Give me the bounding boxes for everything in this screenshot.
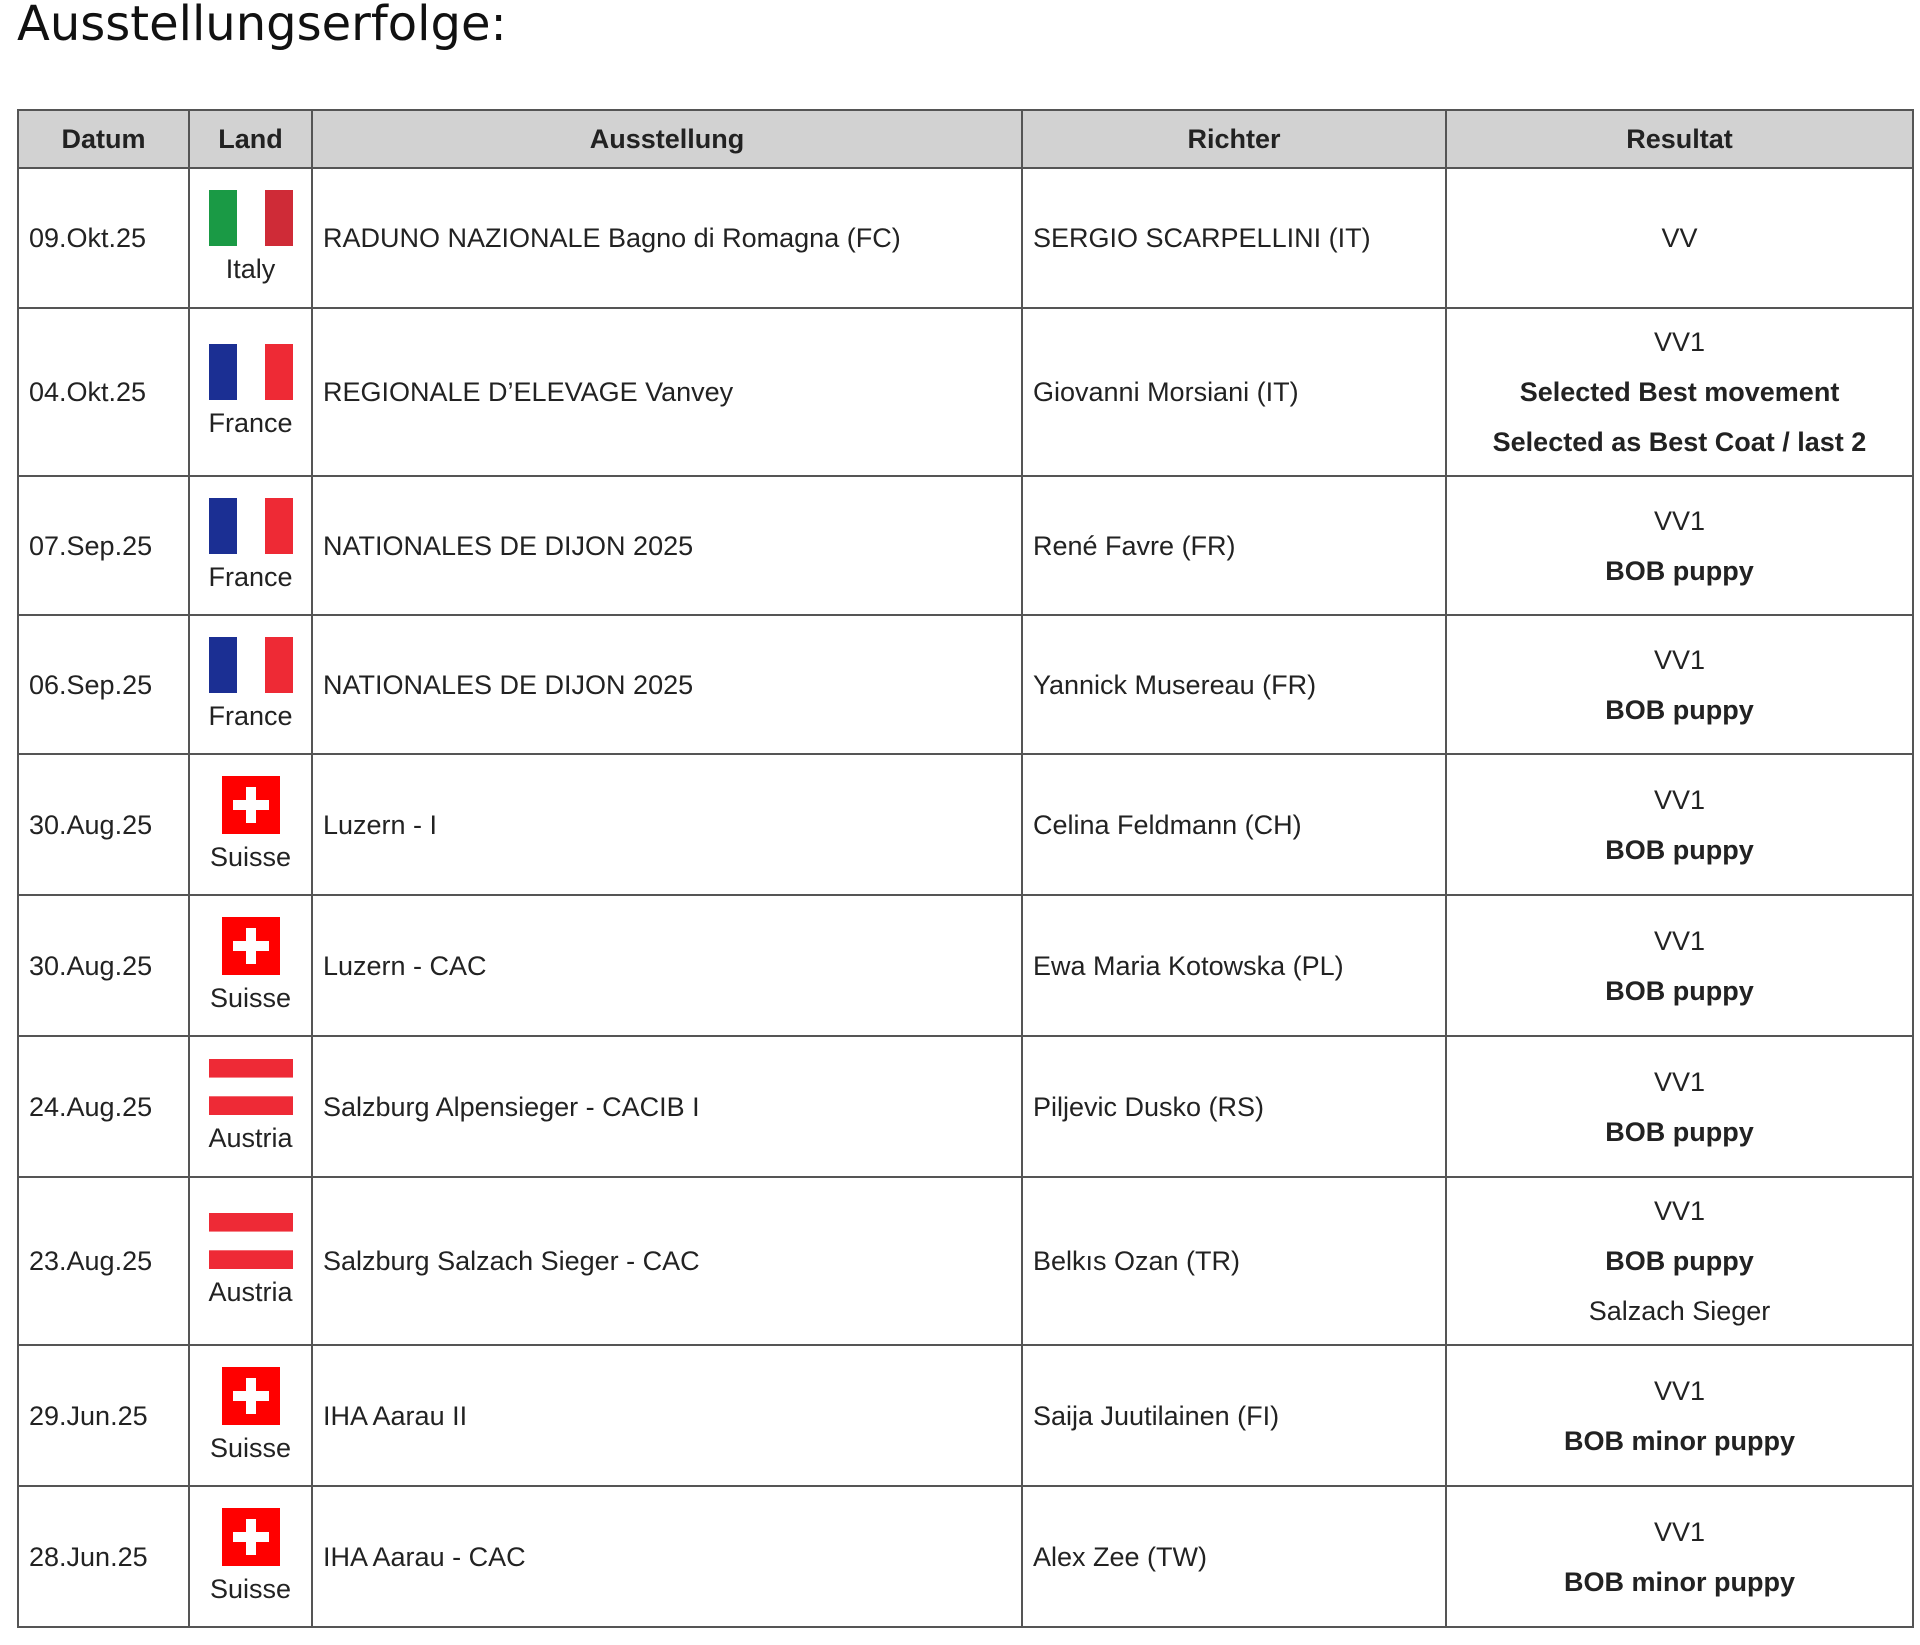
cell-richter: René Favre (FR) <box>1022 476 1446 615</box>
cell-land <box>189 1345 312 1486</box>
switzerland-flag-icon <box>222 1367 280 1425</box>
cell-ausstellung: Luzern - CAC <box>312 895 1022 1036</box>
header-richter: Richter <box>1022 110 1446 168</box>
result-line: VV1 <box>1653 1066 1706 1097</box>
table-row <box>18 308 1913 476</box>
country-name: Suisse <box>209 841 292 872</box>
country-name: France <box>208 561 293 592</box>
country-name: Suisse <box>209 1432 292 1463</box>
cell-richter: Belkıs Ozan (TR) <box>1022 1177 1446 1345</box>
table-row <box>18 1177 1913 1345</box>
cell-land <box>189 754 312 895</box>
table-row <box>18 168 1913 308</box>
cell-resultat <box>1446 476 1913 615</box>
cell-richter: Piljevic Dusko (RS) <box>1022 1036 1446 1177</box>
table-row <box>18 754 1913 895</box>
header-resultat: Resultat <box>1446 110 1913 168</box>
result-line: VV1 <box>1653 644 1706 675</box>
cell-ausstellung: IHA Aarau - CAC <box>312 1486 1022 1627</box>
france-flag-icon <box>209 498 293 554</box>
cell-land <box>189 615 312 754</box>
cell-land <box>189 1177 312 1345</box>
cell-datum: 30.Aug.25 <box>18 754 189 895</box>
cell-ausstellung: Salzburg Alpensieger - CACIB I <box>312 1036 1022 1177</box>
country-name: Suisse <box>209 982 292 1013</box>
italy-flag-icon <box>209 190 293 246</box>
cell-richter: Ewa Maria Kotowska (PL) <box>1022 895 1446 1036</box>
switzerland-flag-icon <box>222 1508 280 1566</box>
cell-ausstellung: Luzern - I <box>312 754 1022 895</box>
cell-datum: 09.Okt.25 <box>18 168 189 308</box>
country-name: Italy <box>225 254 276 284</box>
results-body <box>18 168 1913 1627</box>
france-flag-icon <box>209 637 293 693</box>
cell-ausstellung: REGIONALE D’ELEVAGE Vanvey <box>312 308 1022 476</box>
result-line: VV1 <box>1653 784 1706 815</box>
cell-land <box>189 168 312 308</box>
result-line: VV1 <box>1653 1375 1706 1406</box>
austria-flag-icon <box>209 1059 293 1115</box>
table-row <box>18 615 1913 754</box>
result-line: BOB puppy <box>1605 834 1754 865</box>
result-line: VV1 <box>1653 925 1706 956</box>
cell-resultat <box>1446 308 1913 476</box>
result-line: BOB puppy <box>1605 555 1754 586</box>
result-line: Selected as Best Coat / last 2 <box>1492 427 1867 457</box>
cell-land <box>189 895 312 1036</box>
table-row <box>18 1486 1913 1627</box>
cell-datum: 28.Jun.25 <box>18 1486 189 1627</box>
cell-richter: SERGIO SCARPELLINI (IT) <box>1022 168 1446 308</box>
result-line: VV1 <box>1653 505 1706 536</box>
country-name: France <box>208 408 293 438</box>
header-row <box>18 110 1913 168</box>
result-line: BOB puppy <box>1605 1246 1754 1276</box>
cell-resultat <box>1446 1486 1913 1627</box>
cell-land <box>189 308 312 476</box>
result-line: Selected Best movement <box>1519 377 1840 407</box>
country-name: France <box>208 700 293 731</box>
france-flag-icon <box>209 344 293 400</box>
austria-flag-icon <box>209 1213 293 1269</box>
cell-resultat <box>1446 1345 1913 1486</box>
cell-richter: Saija Juutilainen (FI) <box>1022 1345 1446 1486</box>
cell-ausstellung: Salzburg Salzach Sieger - CAC <box>312 1177 1022 1345</box>
cell-datum: 06.Sep.25 <box>18 615 189 754</box>
cell-richter: Giovanni Morsiani (IT) <box>1022 308 1446 476</box>
cell-ausstellung: RADUNO NAZIONALE Bagno di Romagna (FC) <box>312 168 1022 308</box>
result-line: BOB minor puppy <box>1564 1425 1795 1456</box>
results-table <box>17 109 1914 1628</box>
header-datum: Datum <box>18 110 189 168</box>
country-name: Suisse <box>209 1573 292 1604</box>
header-ausstellung: Ausstellung <box>312 110 1022 168</box>
result-line: BOB puppy <box>1605 975 1754 1006</box>
country-name: Austria <box>208 1277 293 1307</box>
result-line: BOB puppy <box>1605 1116 1754 1147</box>
cell-richter: Alex Zee (TW) <box>1022 1486 1446 1627</box>
cell-resultat <box>1446 895 1913 1036</box>
result-line: VV1 <box>1653 1196 1706 1226</box>
cell-resultat <box>1446 1177 1913 1345</box>
cell-resultat <box>1446 1036 1913 1177</box>
cell-land <box>189 476 312 615</box>
cell-ausstellung: IHA Aarau II <box>312 1345 1022 1486</box>
result-line: Salzach Sieger <box>1588 1296 1771 1326</box>
switzerland-flag-icon <box>222 776 280 834</box>
result-line: BOB minor puppy <box>1564 1566 1795 1597</box>
cell-datum: 23.Aug.25 <box>18 1177 189 1345</box>
cell-resultat <box>1446 615 1913 754</box>
table-row <box>18 1345 1913 1486</box>
switzerland-flag-icon <box>222 917 280 975</box>
result-line: VV <box>1661 223 1698 253</box>
cell-datum: 24.Aug.25 <box>18 1036 189 1177</box>
table-row <box>18 1036 1913 1177</box>
cell-datum: 29.Jun.25 <box>18 1345 189 1486</box>
page-title: Ausstellungserfolge: <box>17 0 507 52</box>
result-line: VV1 <box>1653 327 1706 357</box>
table-row <box>18 476 1913 615</box>
cell-land <box>189 1486 312 1627</box>
header-land: Land <box>189 110 312 168</box>
country-name: Austria <box>208 1122 293 1153</box>
cell-resultat <box>1446 168 1913 308</box>
result-line: VV1 <box>1653 1516 1706 1547</box>
table-row <box>18 895 1913 1036</box>
cell-datum: 07.Sep.25 <box>18 476 189 615</box>
cell-datum: 30.Aug.25 <box>18 895 189 1036</box>
cell-richter: Celina Feldmann (CH) <box>1022 754 1446 895</box>
result-line: BOB puppy <box>1605 694 1754 725</box>
cell-resultat <box>1446 754 1913 895</box>
cell-richter: Yannick Musereau (FR) <box>1022 615 1446 754</box>
cell-datum: 04.Okt.25 <box>18 308 189 476</box>
cell-land <box>189 1036 312 1177</box>
cell-ausstellung: NATIONALES DE DIJON 2025 <box>312 476 1022 615</box>
cell-ausstellung: NATIONALES DE DIJON 2025 <box>312 615 1022 754</box>
